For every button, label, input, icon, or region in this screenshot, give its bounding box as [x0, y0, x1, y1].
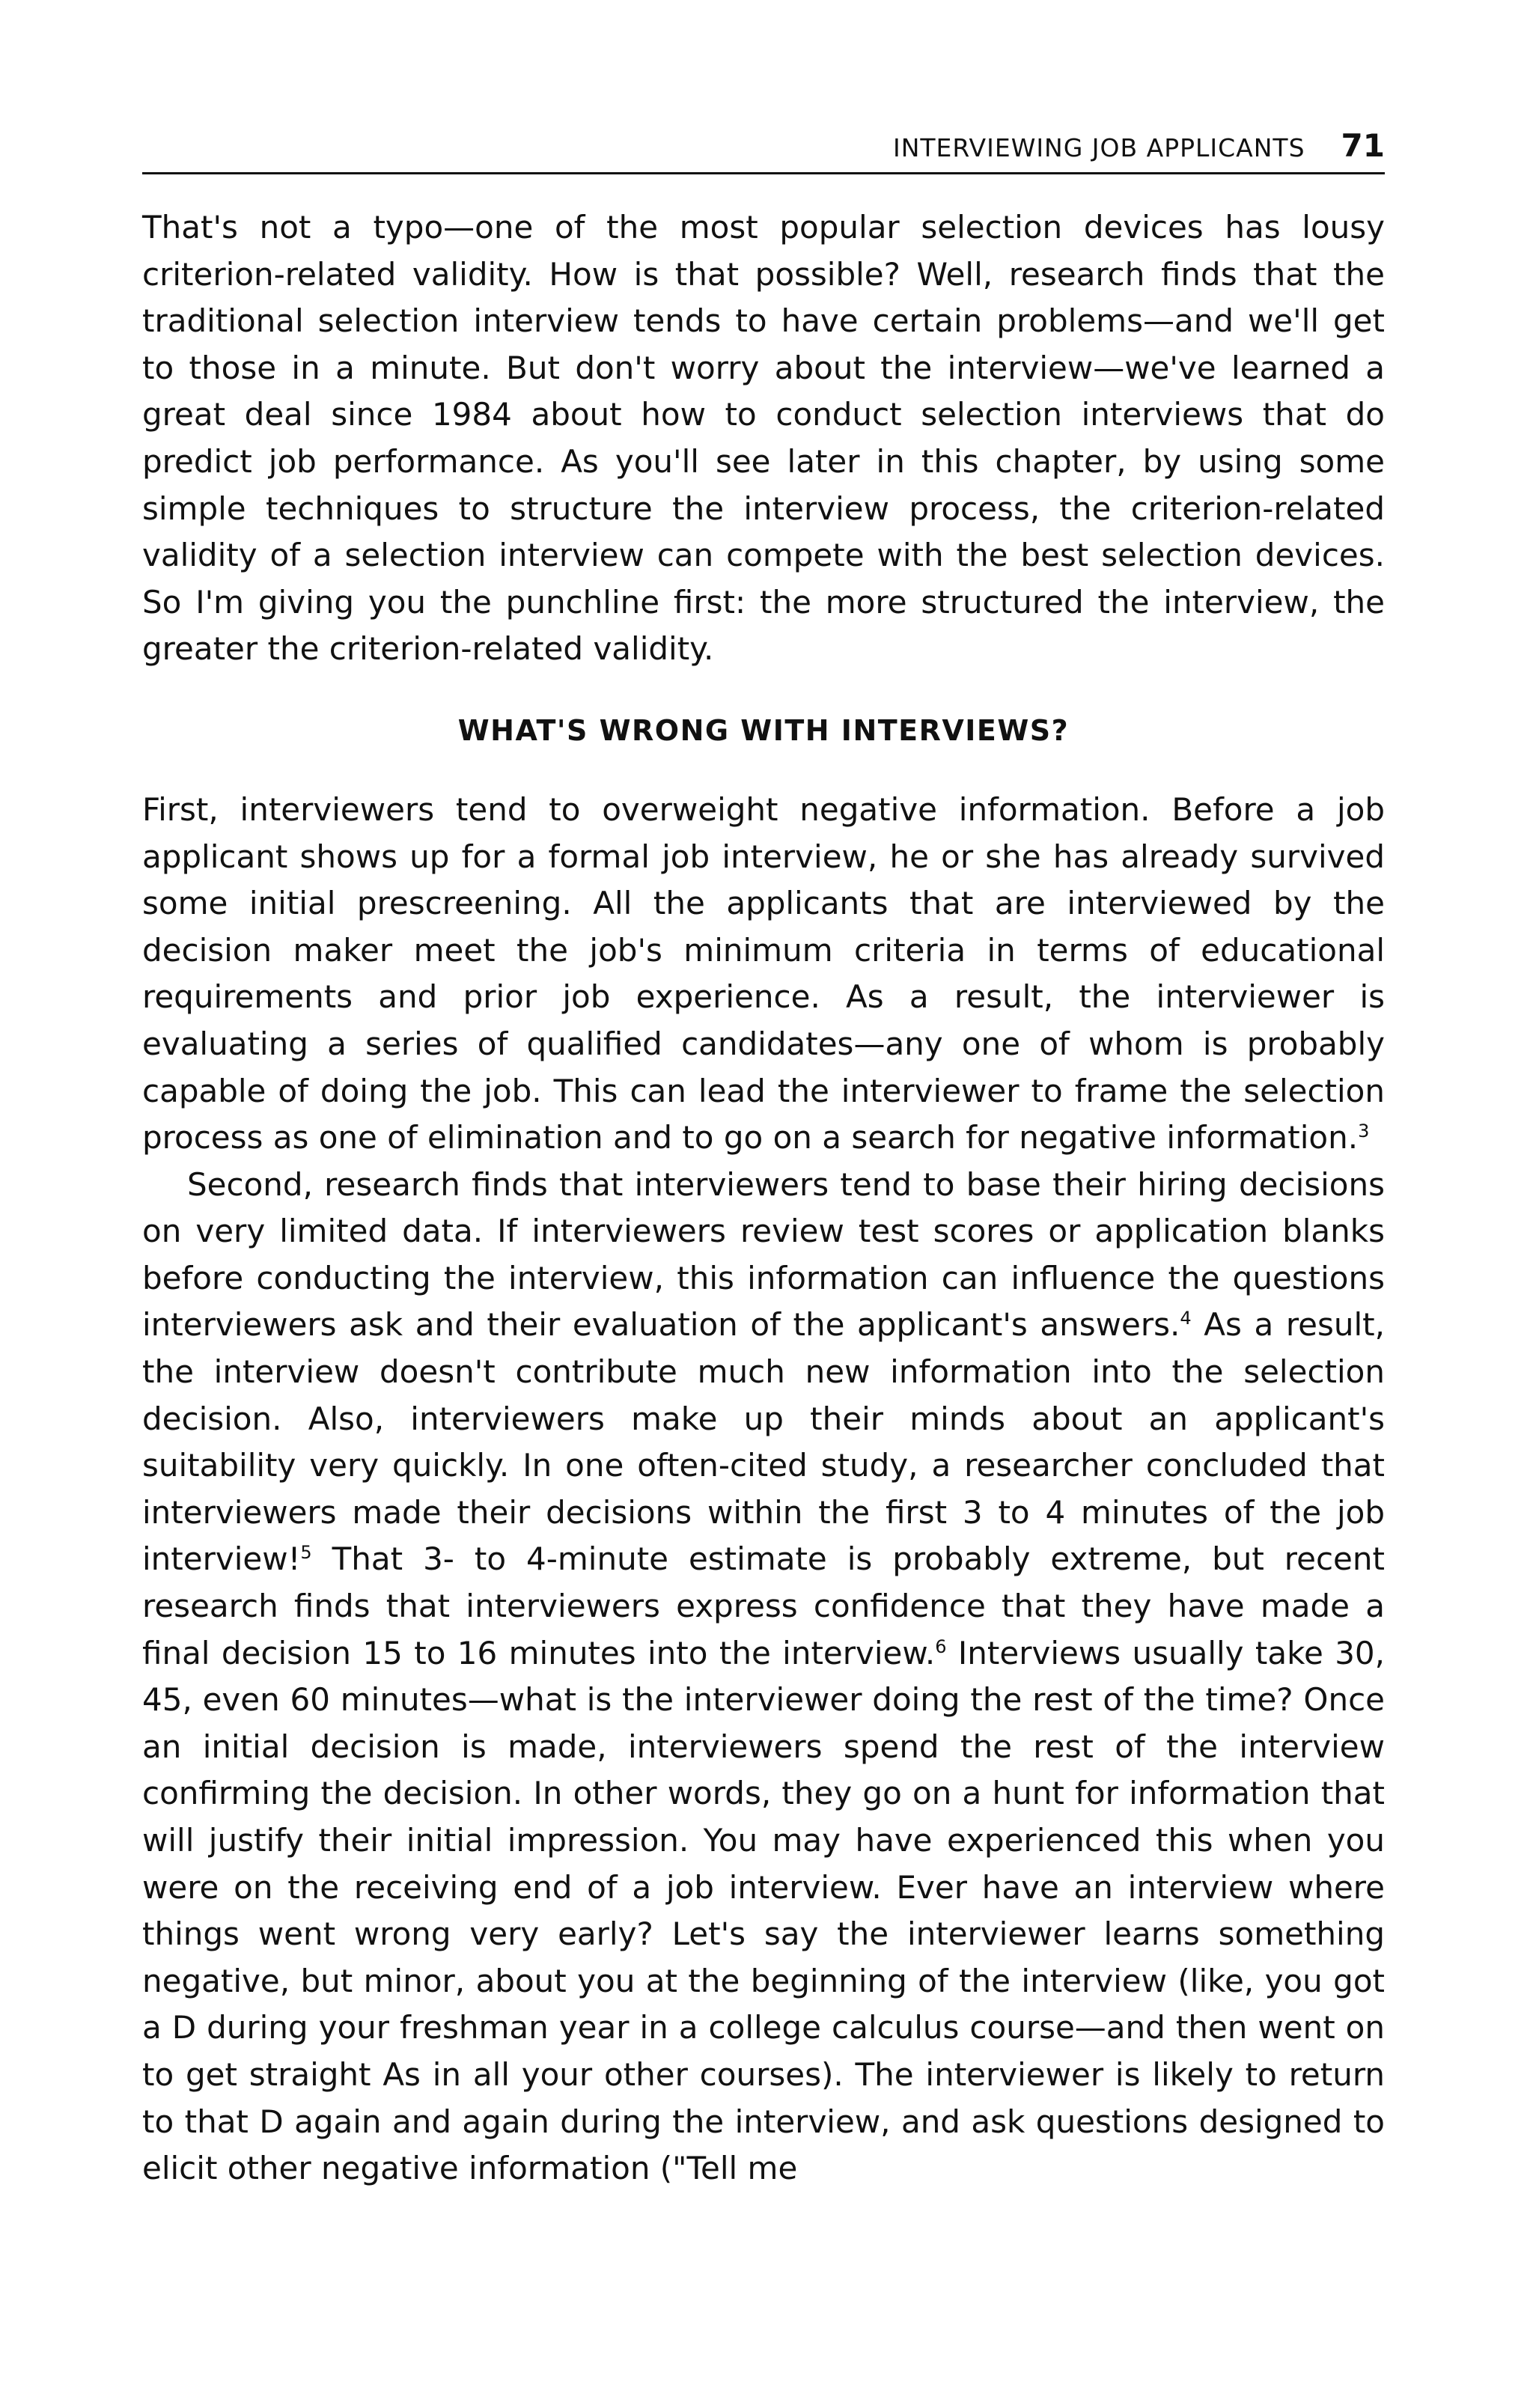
page-number: 71	[1341, 127, 1385, 164]
paragraph-first-problem	[142, 787, 1385, 1162]
footnote-marker-3: 3	[1358, 1121, 1370, 1142]
footnote-marker-4: 4	[1180, 1308, 1192, 1329]
paragraph-second-problem-text-a: Second, research finds that interviewers tend to base their hiring decisions on very limited data. If interviewers review test scores or application blanks before conducting the interview, this information can influence the questions interviewers ask and their evaluation of the applicant's answers.	[142, 1165, 1385, 1344]
paragraph-second-problem-text-c: That 3- to 4-minute estimate is probably extreme, but recent research finds that interviewers express confidence that they have made a final decision 15 to 16 minutes into the interview.	[142, 1540, 1385, 1671]
paragraph-second-problem	[142, 1162, 1385, 2192]
book-page	[142, 127, 1385, 2192]
body-text	[142, 204, 1385, 2192]
footnote-marker-5: 5	[300, 1542, 312, 1564]
paragraph-intro: That's not a typo—one of the most popular selection devices has lousy criterion-related validity. How is that possible? Well, research finds that the traditional selection interview tends to have certain problems—and we'll get to those in a minute. But don't worry about the interview—we've learned a great deal since 1984 about how to conduct selection interviews that do predict job performance. As you'll see later in this chapter, by using some simple techniques to structure the interview process, the criterion-related validity of a selection interview can compete with the best selection devices. So I'm giving you the punchline first: the more structured the interview, the greater the criterion-related validity.	[142, 209, 1385, 668]
section-heading: WHAT'S WRONG WITH INTERVIEWS?	[457, 713, 1070, 747]
paragraph-second-problem-text-b: As a result, the interview doesn't contribute much new information into the selection decision. Also, interviewers make up their minds about an applicant's suitability very quickly. In one often-cited study, a researcher concluded that interviewers made their decisions within the first 3 to 4 minutes of the job interview!	[142, 1306, 1386, 1578]
running-title: INTERVIEWING JOB APPLICANTS	[892, 133, 1305, 162]
running-head	[142, 127, 1385, 174]
footnote-marker-6: 6	[935, 1636, 947, 1657]
paragraph-first-problem-text: First, interviewers tend to overweight negative information. Before a job applicant shows up for a formal job interview, he or she has already survived some initial prescreening. All the applicants that are interviewed by the decision maker meet the job's minimum criteria in terms of educational requirements and prior job experience. As a result, the interviewer is evaluating a series of qualified candidates—any one of whom is probably capable of doing the job. This can lead the interviewer to frame the selection process as one of elimination and to go on a search for negative information.	[142, 790, 1385, 1156]
paragraph-second-problem-text-d: Interviews usually take 30, 45, even 60 minutes—what is the interviewer doing the rest of the time? Once an initial decision is made, interviewers spend the rest of the interview confirming the decision. In other words, they go on a hunt for information that will justify their initial impression. You may have experienced this when you were on the receiving end of a job interview. Ever have an interview where things went wrong very early? Let's say the interviewer learns something negative, but minor, about you at the beginning of the interview (like, you got a D during your freshman year in a college calculus course—and then went on to get straight As in all your other courses). The interviewer is likely to return to that D again and again during the interview, and ask questions designed to elicit other negative information ("Tell me	[142, 1634, 1385, 2187]
